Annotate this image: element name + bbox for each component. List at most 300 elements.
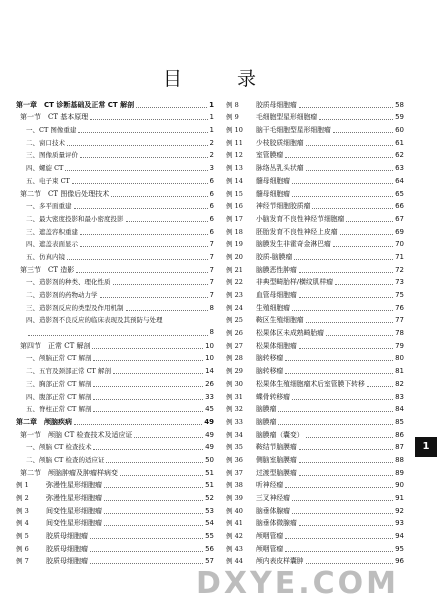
toc-entry-label-group <box>16 99 134 111</box>
toc-entry-page: 95 <box>395 544 404 553</box>
toc-entry[interactable] <box>16 352 214 365</box>
toc-entry-page: 89 <box>395 468 404 477</box>
toc-entry[interactable] <box>226 263 404 276</box>
toc-entry[interactable] <box>16 250 214 263</box>
leader-dots <box>294 259 393 260</box>
toc-entry-label-group <box>26 454 104 466</box>
toc-case-number: 例 5 <box>16 532 29 541</box>
toc-entry-label: 脑垂体腺瘤 <box>256 506 290 515</box>
toc-entry-label: 脑膜瘤 <box>256 417 277 426</box>
toc-title: 目 录 <box>162 68 274 90</box>
toc-case-number: 例 31 <box>226 392 243 401</box>
toc-entry-page: 50 <box>205 455 214 464</box>
toc-case-number: 例 15 <box>226 189 243 198</box>
toc-entry-label-group <box>26 365 111 377</box>
toc-case-number: 例 35 <box>226 443 243 452</box>
toc-entry-label: 胶质母细胞瘤 <box>46 544 88 553</box>
toc-entry-page: 84 <box>395 405 404 414</box>
toc-left-column <box>16 98 214 567</box>
toc-entry-label: 胶质母细胞瘤 <box>46 557 88 566</box>
toc-entry[interactable] <box>226 136 404 149</box>
toc-entry-page: 6 <box>209 202 214 211</box>
toc-entry[interactable] <box>16 555 214 568</box>
toc-entry-label-group <box>226 200 310 212</box>
toc-entry[interactable] <box>16 529 214 542</box>
leader-dots <box>93 399 203 400</box>
leader-dots <box>346 221 393 222</box>
toc-entry-label: 胶质母细胞瘤 <box>256 100 297 109</box>
toc-entry-label-group <box>226 378 365 390</box>
leader-dots <box>90 538 203 539</box>
toc-entry-label-group <box>226 276 333 288</box>
toc-entry[interactable] <box>226 326 404 339</box>
toc-entry[interactable] <box>16 403 214 416</box>
toc-entry[interactable] <box>226 415 404 428</box>
leader-dots <box>306 563 394 564</box>
toc-entry[interactable] <box>226 123 404 136</box>
toc-entry-label: 五、电子束 CT <box>26 176 70 185</box>
leader-dots <box>285 360 393 361</box>
toc-case-number: 例 23 <box>226 291 243 299</box>
toc-entry-label: 室管膜瘤 <box>256 151 284 160</box>
toc-entry-label: 生殖细胞瘤 <box>256 303 290 312</box>
toc-entry-page: 7 <box>209 252 214 261</box>
toc-entry[interactable] <box>16 466 214 479</box>
toc-entry-label-group <box>26 238 78 250</box>
toc-entry[interactable] <box>226 517 404 530</box>
toc-entry-label-group <box>26 251 65 263</box>
toc-entry[interactable] <box>226 111 404 124</box>
toc-entry-label-group <box>16 479 102 491</box>
leader-dots <box>113 373 203 374</box>
toc-entry[interactable] <box>226 403 404 416</box>
toc-entry-page: 7 <box>209 291 214 299</box>
toc-entry-page: 92 <box>395 506 404 515</box>
toc-entry-label: 胶质母细胞瘤 <box>46 532 88 541</box>
toc-entry-page: 8 <box>209 328 214 337</box>
toc-case-number: 例 18 <box>226 227 243 236</box>
leader-dots <box>292 500 393 501</box>
toc-case-number: 例 36 <box>226 455 243 464</box>
toc-case-number: 例 25 <box>226 316 243 325</box>
toc-case-number: 例 2 <box>16 494 29 503</box>
leader-dots <box>104 487 203 488</box>
toc-entry-page: 82 <box>395 379 404 388</box>
toc-entry-label: 脑膜瘤 <box>256 405 277 414</box>
toc-entry-label-group <box>26 289 98 301</box>
toc-entry-label: 脑膜瘤（囊变） <box>256 430 304 439</box>
toc-entry[interactable] <box>16 111 214 124</box>
leader-dots <box>100 297 208 298</box>
toc-entry[interactable] <box>226 149 404 162</box>
toc-entry[interactable] <box>226 364 404 377</box>
toc-entry-label-group <box>16 416 72 428</box>
leader-dots <box>292 310 393 311</box>
toc-entry-page: 57 <box>205 557 214 566</box>
toc-entry[interactable] <box>16 238 214 251</box>
toc-entry[interactable] <box>16 314 214 339</box>
toc-entry-label-group <box>26 403 91 415</box>
toc-entry-label: 松果体细胞瘤 <box>256 341 297 350</box>
toc-entry[interactable] <box>16 200 214 213</box>
toc-entry[interactable] <box>16 364 214 377</box>
toc-entry-label: 一、颅脑正常 CT 解剖 <box>26 354 92 363</box>
toc-entry-label: 三、遮盖容积重建 <box>26 227 78 236</box>
toc-entry[interactable] <box>16 441 214 454</box>
toc-entry-page: 94 <box>395 532 404 541</box>
page-number-tab: 1 <box>415 437 437 457</box>
toc-entry[interactable] <box>226 238 404 251</box>
toc-entry-page: 7 <box>209 278 214 287</box>
toc-right-column <box>226 98 404 567</box>
toc-entry[interactable] <box>16 174 214 187</box>
toc-entry-page: 75 <box>395 291 404 299</box>
toc-entry-label-group <box>226 403 276 415</box>
toc-entry-label-group <box>226 251 292 263</box>
toc-entry-label: 四、造影剂不良反应的临床表现及其预防与处理 <box>26 315 163 324</box>
leader-dots <box>292 399 393 400</box>
toc-entry-label: 脉络丛乳头状瘤 <box>256 164 304 173</box>
toc-entry[interactable] <box>16 504 214 517</box>
toc-entry[interactable] <box>226 187 404 200</box>
toc-entry-page: 79 <box>395 341 404 350</box>
toc-entry[interactable] <box>226 174 404 187</box>
toc-entry-page: 81 <box>395 367 404 376</box>
toc-entry-label-group <box>226 416 276 428</box>
leader-dots <box>93 411 203 412</box>
toc-entry-label: 松果体生殖细胞瘤术后室管膜下转移 <box>256 379 365 388</box>
toc-entry-page: 91 <box>395 494 404 502</box>
toc-entry[interactable] <box>16 542 214 555</box>
toc-case-number: 例 41 <box>226 519 243 528</box>
toc-entry[interactable] <box>226 161 404 174</box>
toc-entry-label-group <box>26 124 76 136</box>
toc-entry[interactable] <box>226 504 404 517</box>
toc-case-number: 例 40 <box>226 506 243 515</box>
toc-case-number: 例 33 <box>226 417 243 426</box>
toc-entry-label: 小脑发育不良性神经节细胞瘤 <box>256 214 345 223</box>
toc-case-number: 例 8 <box>226 100 239 109</box>
leader-dots <box>299 348 393 349</box>
leader-dots <box>126 310 208 311</box>
toc-entry-page: 61 <box>395 138 404 147</box>
toc-entry[interactable] <box>226 301 404 314</box>
toc-entry[interactable] <box>226 276 404 289</box>
toc-entry[interactable] <box>16 377 214 390</box>
toc-entry[interactable] <box>16 491 214 504</box>
toc-entry-label-group <box>26 391 91 403</box>
toc-entry-label: 二、颅脑 CT 检查的适应证 <box>26 455 105 464</box>
toc-entry[interactable] <box>226 352 404 365</box>
toc-entry-label: 神经节细胞胶质瘤 <box>256 202 311 211</box>
toc-entry[interactable] <box>16 161 214 174</box>
toc-entry-label-group <box>226 543 283 555</box>
toc-entry-label-group <box>226 352 283 364</box>
leader-dots <box>333 132 393 133</box>
toc-entry[interactable] <box>16 288 214 301</box>
toc-entry-label: 听神经瘤 <box>256 481 284 490</box>
toc-entry-page: 2 <box>209 138 214 147</box>
leader-dots <box>76 272 207 273</box>
toc-entry-page: 90 <box>395 481 404 490</box>
toc-entry-label: 侧脑室脑膜瘤 <box>256 455 297 464</box>
toc-entry[interactable] <box>226 441 404 454</box>
toc-entry-label-group <box>16 517 102 529</box>
toc-entry-label-group <box>226 314 304 326</box>
toc-entry[interactable] <box>226 314 404 327</box>
toc-entry-label-group <box>16 555 88 567</box>
toc-entry[interactable] <box>16 453 214 466</box>
toc-entry-label: 间变性星形细胞瘤 <box>46 519 102 528</box>
toc-entry-page: 93 <box>395 519 404 528</box>
toc-entry-page: 26 <box>205 379 214 388</box>
toc-entry-label-group <box>226 429 304 441</box>
toc-entry[interactable] <box>16 390 214 403</box>
toc-case-number: 例 13 <box>226 164 243 173</box>
toc-case-number: 例 24 <box>226 303 243 312</box>
toc-entry[interactable] <box>226 288 404 301</box>
toc-entry-label: 二、最大密度投影和最小密度投影 <box>26 214 124 223</box>
toc-case-number: 例 7 <box>16 557 29 566</box>
toc-entry-label-group <box>226 365 283 377</box>
toc-entry-page: 58 <box>395 100 404 109</box>
toc-entry-label-group <box>16 492 102 504</box>
toc-entry-label-group <box>26 352 91 364</box>
toc-entry[interactable] <box>16 428 214 441</box>
leader-dots <box>306 145 394 146</box>
toc-case-number: 例 27 <box>226 341 243 350</box>
toc-entry-page: 14 <box>205 367 214 376</box>
leader-dots <box>278 411 393 412</box>
toc-entry-page: 7 <box>209 265 214 274</box>
toc-entry[interactable] <box>16 136 214 149</box>
leader-dots <box>292 513 393 514</box>
toc-case-number: 例 42 <box>226 532 243 541</box>
toc-case-number: 例 21 <box>226 265 243 274</box>
leader-dots <box>93 386 203 387</box>
leader-dots <box>104 513 203 514</box>
toc-entry-page: 51 <box>205 468 214 477</box>
toc-entry-page: 71 <box>395 252 404 261</box>
toc-entry[interactable] <box>16 149 214 162</box>
leader-dots <box>285 487 393 488</box>
toc-entry-label-group <box>226 149 283 161</box>
toc-entry-label: 鞍区生殖细胞瘤 <box>256 316 304 325</box>
toc-entry-label-group <box>26 276 111 288</box>
toc-case-number: 例 34 <box>226 430 243 439</box>
toc-entry-label-group <box>226 327 324 339</box>
toc-entry-page: 63 <box>395 164 404 173</box>
toc-entry-label: 三、造影剂反应的类型及作用机制 <box>26 303 124 312</box>
toc-entry[interactable] <box>16 98 214 111</box>
toc-entry-label: 三、胸部正常 CT 解剖 <box>26 379 92 388</box>
toc-case-number: 例 28 <box>226 354 243 363</box>
toc-entry-label-group <box>226 188 290 200</box>
toc-entry[interactable] <box>16 479 214 492</box>
toc-entry-page: 67 <box>395 214 404 223</box>
leader-dots <box>335 284 393 285</box>
toc-entry-page: 77 <box>395 316 404 325</box>
toc-entry-label-group <box>26 200 72 212</box>
toc-entry-page: 83 <box>395 392 404 401</box>
toc-entry[interactable] <box>226 377 404 390</box>
toc-entry-label: 二、造影剂的药物动力学 <box>26 291 98 299</box>
toc-entry-label-group <box>226 137 304 149</box>
toc-entry[interactable] <box>16 517 214 530</box>
toc-case-number: 例 17 <box>226 214 243 223</box>
leader-dots <box>67 145 208 146</box>
toc-entry-label: 第一节 颅脑 CT 检查技术及适应证 <box>20 430 133 439</box>
leader-dots <box>78 132 207 133</box>
toc-entry-label-group <box>226 111 317 123</box>
toc-entry-label-group <box>226 505 290 517</box>
toc-case-number: 例 9 <box>226 113 239 122</box>
leader-dots <box>80 234 208 235</box>
toc-entry[interactable] <box>16 123 214 136</box>
toc-entry-label: 脑膜发生非霍奇金淋巴瘤 <box>256 240 331 249</box>
toc-entry-label-group <box>26 226 78 238</box>
toc-entry[interactable] <box>16 415 214 428</box>
toc-case-number: 例 39 <box>226 494 243 502</box>
toc-case-number: 例 43 <box>226 544 243 553</box>
leader-dots <box>306 170 394 171</box>
toc-entry[interactable] <box>226 200 404 213</box>
toc-entry[interactable] <box>226 466 404 479</box>
toc-entry-label: 胶质-脑膜瘤 <box>256 252 293 261</box>
toc-entry-page: 49 <box>204 417 214 426</box>
leader-dots <box>285 551 393 552</box>
toc-entry[interactable] <box>226 225 404 238</box>
toc-entry-label-group <box>26 441 91 453</box>
toc-entry[interactable] <box>226 542 404 555</box>
toc-entry-page: 49 <box>205 443 214 452</box>
toc-entry[interactable] <box>226 390 404 403</box>
leader-dots <box>104 525 203 526</box>
toc-entry-label-group <box>226 289 297 301</box>
toc-entry[interactable] <box>226 529 404 542</box>
toc-entry-label: 脑转移瘤 <box>256 354 284 363</box>
toc-entry-page: 10 <box>205 341 214 350</box>
watermark: DXYE.COM <box>196 566 400 601</box>
leader-dots <box>74 208 208 209</box>
toc-case-number: 例 14 <box>226 176 243 185</box>
toc-entry-label: 胚胎发育不良性神经上皮瘤 <box>256 227 338 236</box>
toc-entry-page: 60 <box>395 126 404 135</box>
leader-dots <box>299 525 393 526</box>
toc-entry-label: 鞍结节脑膜瘤 <box>256 443 297 452</box>
leader-dots <box>111 196 207 197</box>
leader-dots <box>80 246 208 247</box>
toc-entry-page: 51 <box>205 481 214 490</box>
toc-entry-label-group <box>226 492 290 504</box>
leader-dots <box>292 183 393 184</box>
toc-entry-label: 三、图像质量评价 <box>26 151 78 160</box>
toc-entry[interactable] <box>16 263 214 276</box>
leader-dots <box>285 373 393 374</box>
toc-entry-label: 二、窗口技术 <box>26 138 65 147</box>
toc-entry[interactable] <box>16 339 214 352</box>
toc-entry-label-group <box>226 264 297 276</box>
toc-case-number: 例 22 <box>226 278 243 287</box>
leader-dots <box>299 272 393 273</box>
toc-entry-page: 88 <box>395 455 404 464</box>
toc-case-number: 例 38 <box>226 481 243 490</box>
leader-dots <box>74 424 202 425</box>
toc-entry[interactable] <box>226 250 404 263</box>
leader-dots <box>319 119 393 120</box>
toc-case-number: 例 30 <box>226 379 243 388</box>
toc-entry[interactable] <box>16 301 214 314</box>
leader-dots <box>299 107 393 108</box>
toc-entry-label: 髓母细胞瘤 <box>256 189 290 198</box>
leader-dots <box>285 157 393 158</box>
leader-dots <box>90 563 203 564</box>
leader-dots <box>299 449 393 450</box>
toc-entry-page: 76 <box>395 303 404 312</box>
toc-entry[interactable] <box>16 276 214 289</box>
leader-dots <box>340 234 394 235</box>
toc-entry[interactable] <box>16 225 214 238</box>
toc-entry-page: 7 <box>209 240 214 249</box>
leader-dots <box>113 284 208 285</box>
leader-dots <box>120 475 203 476</box>
toc-entry-page: 87 <box>395 443 404 452</box>
leader-dots <box>65 170 207 171</box>
toc-entry-page: 78 <box>395 329 404 338</box>
toc-entry[interactable] <box>226 428 404 441</box>
toc-case-number: 例 16 <box>226 202 243 211</box>
toc-entry[interactable] <box>226 491 404 504</box>
toc-case-number: 例 10 <box>226 126 243 135</box>
toc-entry-label-group <box>20 429 132 441</box>
toc-entry-label: 一、造影剂的种类、理化性质 <box>26 278 111 287</box>
toc-entry[interactable] <box>226 212 404 225</box>
toc-entry-page: 45 <box>205 405 214 414</box>
toc-entry-page: 56 <box>205 544 214 553</box>
toc-entry-page: 1 <box>209 113 214 122</box>
leader-dots <box>292 196 393 197</box>
toc-entry-page: 6 <box>209 189 214 198</box>
toc-case-number: 例 20 <box>226 252 243 261</box>
toc-entry-label-group <box>226 99 297 111</box>
toc-entry[interactable] <box>16 212 214 225</box>
toc-entry[interactable] <box>226 98 404 111</box>
toc-entry-label-group <box>226 124 331 136</box>
leader-dots <box>80 157 208 158</box>
toc-entry-label: 颅咽管瘤 <box>256 544 284 553</box>
toc-entry[interactable] <box>226 339 404 352</box>
toc-entry-label: 五、脊柱正常 CT 解剖 <box>26 405 92 414</box>
toc-entry[interactable] <box>16 187 214 200</box>
toc-entry-label-group <box>20 188 109 200</box>
leader-dots <box>278 424 393 425</box>
toc-entry-label-group <box>26 378 91 390</box>
toc-entry-label: 非典型畸胎样/横纹肌样瘤 <box>256 278 334 287</box>
leader-dots <box>367 386 393 387</box>
toc-entry-page: 72 <box>395 265 404 274</box>
toc-entry-label-group <box>226 530 283 542</box>
toc-entry-label-group <box>26 137 65 149</box>
toc-entry-label: 四、螺旋 CT <box>26 164 64 173</box>
toc-entry[interactable] <box>226 453 404 466</box>
toc-entry-page: 96 <box>395 557 404 566</box>
toc-entry[interactable] <box>226 479 404 492</box>
toc-case-number: 例 12 <box>226 151 243 160</box>
leader-dots <box>299 462 393 463</box>
leader-dots <box>126 221 208 222</box>
toc-entry-label: 过渡型脑膜瘤 <box>256 468 297 477</box>
toc-entry-page: 6 <box>209 214 214 223</box>
